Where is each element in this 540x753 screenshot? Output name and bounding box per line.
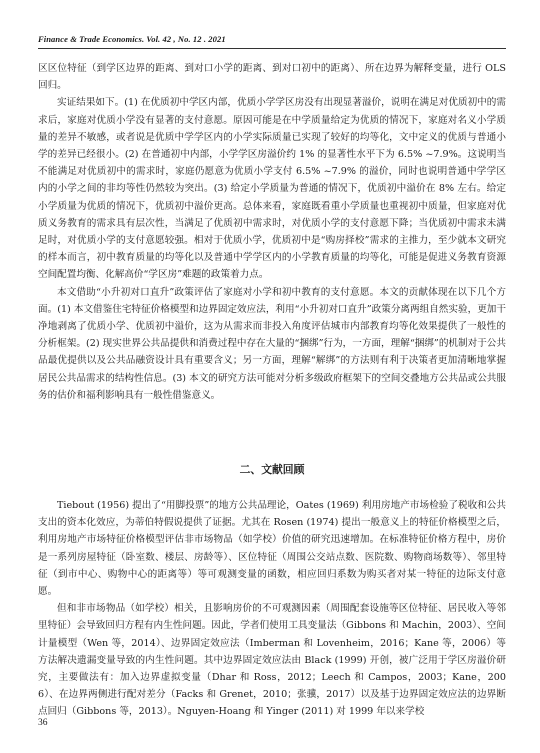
volume-issue: . Vol. 42 , No. 12 . 2021: [141, 34, 226, 44]
paragraph-literature-2: 但和非市场物品（如学校）相关，且影响房价的不可观测因素（周围配套设施等区位特征、居民收入等邻里特征）会导致回归方程有内生性问题。因此，学者们使用工具变量法（Gibbons 和 Machin，2003）、空间计量模型（Wen 等，2014）、边界固定效应法（Imberman 和 Lovenheim，2016；Kane 等，2006）等方法解决遗漏变量导致的内生性问题。其中边界固定效应法由 Black (1999) 开创，被广泛用于学区房溢价研究，主要做法有：加入边界虚拟变量（Dhar 和 Ross，2012；Leech 和 Campos，2003；Kane，2006）、在边界两侧进行配对差分（Facks 和 Grenet，2010；张骥，2017）以及基于边界固定效应法的边界断点回归（Gibbons 等，2013）。Nguyen-Hoang 和 Yinger (2011) 对 1999 年以来学校: [38, 603, 506, 718]
header-rule: [38, 48, 506, 49]
body-text-lower: [38, 497, 506, 721]
paragraph-results: 实证结果如下。(1) 在优质初中学区内部，优质小学学区房没有出现显著溢价，说明在满足对优质初中的需求后，家庭对优质小学没有显著的支付意愿。原因可能是在中学质量给定为优质的情况下，家庭对名义小学质量的差异不敏感，或者说是优质中学学区内的小学实际质量已实现了较好的均等化，文中定义的优质与普通小学的差异已经很小。(2) 在普通初中内部，小学学区房溢价约 1% 的显著性水平下为 6.5% ~7.9%。这说明当不能满足对优质初中的需求时，家庭仍愿意为优质小学支付 6.5% ~7.9% 的溢价，同时也说明普通中学学区内的小学之间的非均等性仍然较为突出。(3) 给定小学质量为普通的情况下，优质初中溢价在 8% 左右。给定小学质量为优质的情况下，优质初中溢价更高。总体来看，家庭既看重小学质量也重视初中质量，但家庭对优质义务教育的需求具有层次性，当满足了优质初中需求时，对优质小学的支付意愿下降；当优质初中需求未满足时，对优质小学的支付意愿较强。相对于优质小学，优质初中是“购房择校”需求的主推力，至少就本文研究的样本而言，初中教育质量的均等化以及普通中学学区内的小学教育质量的均等化，可能是促进义务教育资源空间配置均衡、化解高价“学区房”难题的政策着力点。: [38, 97, 506, 281]
page-number: 36: [38, 718, 48, 728]
paragraph-contributions: 本文借助“小升初对口直升”政策评估了家庭对小学和初中教育的支付意愿。本文的贡献体现在以下几个方面。(1) 本文借鉴住宅特征价格模型和边界固定效应法，利用“小升初对口直升”政策分离两组自然实验，更加干净地剥离了优质小学、优质初中溢价，这为从需求而非投入角度评估城市内部教育均等化效果提供了一般性的分析框架。(2) 现实世界公共品提供和消费过程中存在大量的“捆绑”行为，一方面，理解“捆绑”的机制对于公共品最优提供以及公共品融资设计具有重要含义；另一方面，理解“解绑”的方法则有利于决策者更加清晰地掌握居民公共品需求的结构性信息。(3) 本文的研究方法可能对分析多级政府框架下的空间交叠地方公共品或公共服务的估价和福利影响具有一般性借鉴意义。: [38, 286, 506, 401]
body-text-upper: [38, 60, 506, 404]
journal-name: Finance & Trade Economics: [38, 34, 142, 44]
paragraph-literature-1: Tiebout (1956) 提出了“用脚投票”的地方公共品理论，Oates (1969) 利用房地产市场检验了税收和公共支出的资本化效应，为蒂伯特假说提供了证据。尤其在 Rosen (1974) 提出一般意义上的特征价格模型之后，利用房地产市场特征价格模型评估非市场物品（如学校）价值的研究迅速增加。在标准特征价格方程中，房价是一系列房屋特征（卧室数、楼层、房龄等）、区位特征（周围公交站点数、医院数、购物商场数等）、邻里特征（到市中心、购物中心的距离等）等可观测变量的函数，相应回归系数为购买者对某一特征的边际支付意愿。: [38, 500, 506, 598]
section-heading: 二、文献回顾: [239, 463, 305, 476]
paragraph-continued: 区区位特征（到学区边界的距离、到对口小学的距离、到对口初中的距离）、所在边界为解释变量，进行 OLS 回归。: [38, 63, 506, 92]
journal-header: [38, 34, 506, 44]
